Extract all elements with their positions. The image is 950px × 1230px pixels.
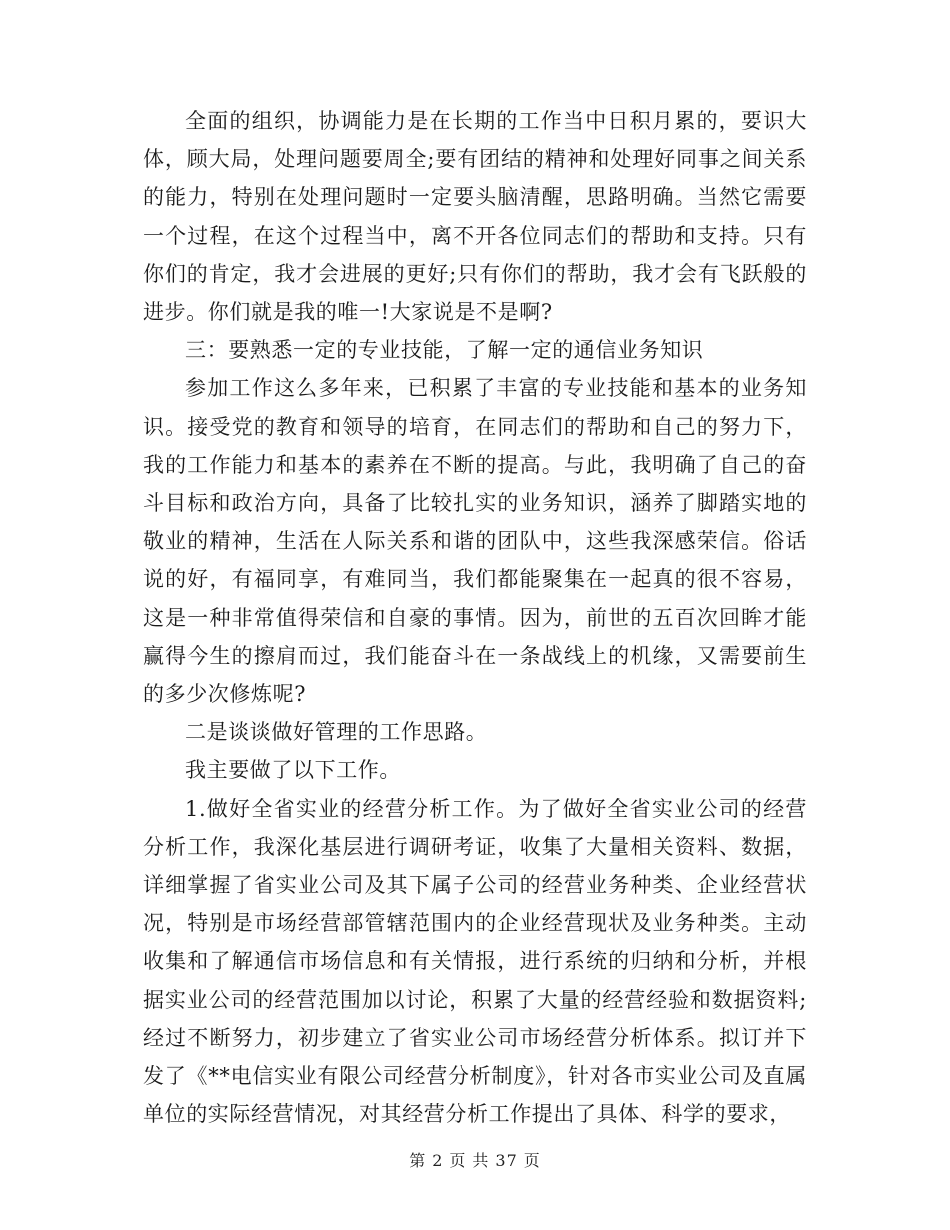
footer-prefix: 第 bbox=[409, 1151, 427, 1170]
paragraph: 二是谈谈做好管理的工作思路。 bbox=[185, 720, 488, 745]
footer-suffix: 页 bbox=[523, 1151, 541, 1170]
paragraph: 参加工作这么多年来，已积累了丰富的专业技能和基本的业务知识。接受党的教育和领导的培育，在同志们的帮助和自己的努力下，我的工作能力和基本的素养在不断的提高。与此，我明确了自己的奋斗目标和政治方向，具备了比较扎实的业务知识，涵养了脚踏实地的敬业的精神，生活在人际关系和谐的团队中，这些我深感荣信。俗话说的好，有福同享，有难同当，我们都能聚集在一起真的很不容易，这是一种非常值得荣信和自豪的事情。因为，前世的五百次回眸才能赢得今生的擦肩而过，我们能奋斗在一条战线上的机缘，又需要前生的多少次修炼呢? bbox=[143, 376, 807, 707]
current-page-number: 2 bbox=[432, 1151, 444, 1170]
footer-total-word: 共 bbox=[472, 1151, 490, 1170]
footer-page-word: 页 bbox=[449, 1151, 467, 1170]
total-pages-number: 37 bbox=[495, 1151, 518, 1170]
page-footer bbox=[0, 1148, 950, 1171]
section-heading: 三：要熟悉一定的专业技能，了解一定的通信业务知识 bbox=[185, 338, 704, 363]
paragraph: 我主要做了以下工作。 bbox=[185, 758, 401, 783]
paragraph: 全面的组织，协调能力是在长期的工作当中日积月累的，要识大体，顾大局，处理问题要周全;要有团结的精神和处理好同事之间关系的能力，特别在处理问题时一定要头脑清醒，思路明确。当然它需要一个过程，在这个过程当中，离不开各位同志们的帮助和支持。只有你们的肯定，我才会进展的更好;只有你们的帮助，我才会有飞跃般的进步。你们就是我的唯一!大家说是不是啊? bbox=[143, 109, 807, 325]
paragraph: 1.做好全省实业的经营分析工作。为了做好全省实业公司的经营分析工作，我深化基层进行调研考证，收集了大量相关资料、数据，详细掌握了省实业公司及其下属子公司的经营业务种类、企业经营状况，特别是市场经营部管辖范围内的企业经营现状及业务种类。主动收集和了解通信市场信息和有关情报，进行系统的归纳和分析，并根据实业公司的经营范围加以讨论，积累了大量的经营经验和数据资料;经过不断努力，初步建立了省实业公司市场经营分析体系。拟订并下发了《**电信实业有限公司经营分析制度》，针对各市实业公司及直属单位的实际经营情况，对其经营分析工作提出了具体、科学的要求， bbox=[143, 796, 807, 1127]
body-text bbox=[143, 102, 807, 1133]
